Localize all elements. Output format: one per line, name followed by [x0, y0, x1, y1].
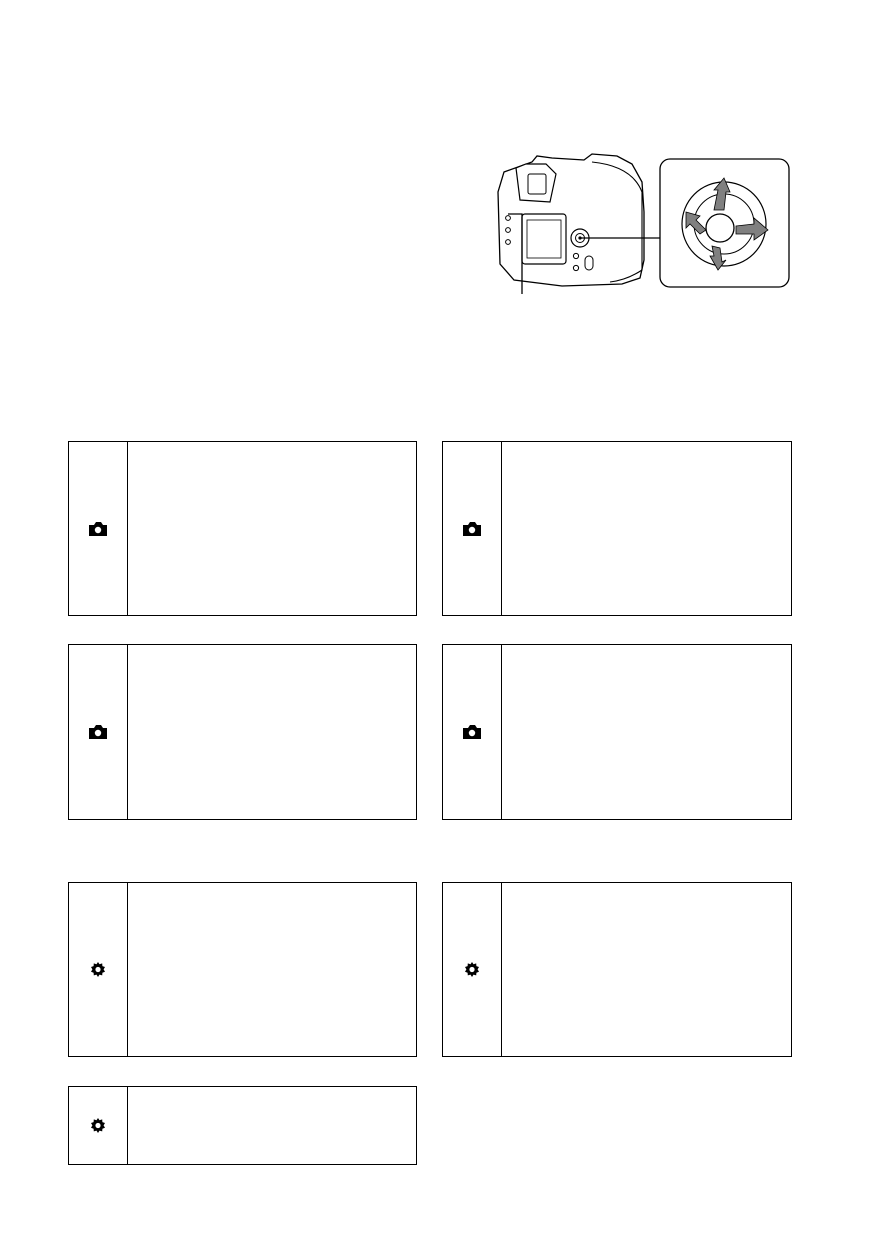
camera-icon	[87, 723, 109, 741]
gear-icon	[89, 1117, 107, 1135]
gear-icon	[89, 961, 107, 979]
camera-icon	[87, 520, 109, 538]
box-content	[128, 883, 416, 1056]
box-content	[128, 645, 416, 819]
recording-box-4	[442, 644, 792, 820]
box-content	[128, 1087, 416, 1164]
box-content	[128, 442, 416, 615]
setup-box-1	[68, 882, 417, 1057]
icon-cell	[69, 1087, 128, 1164]
camera-controller-figure	[492, 152, 798, 302]
icon-cell	[443, 645, 502, 819]
camera-rear-illustration	[492, 152, 798, 302]
setup-box-3	[68, 1086, 417, 1165]
camera-icon	[461, 723, 483, 741]
camera-icon	[461, 520, 483, 538]
gear-icon	[463, 961, 481, 979]
icon-cell	[69, 883, 128, 1056]
icon-cell	[443, 883, 502, 1056]
box-content	[502, 442, 791, 615]
recording-box-2	[442, 441, 792, 616]
icon-cell	[69, 645, 128, 819]
box-content	[502, 645, 791, 819]
icon-cell	[443, 442, 502, 615]
recording-box-3	[68, 644, 417, 820]
box-content	[502, 883, 791, 1056]
recording-box-1	[68, 441, 417, 616]
setup-box-2	[442, 882, 792, 1057]
icon-cell	[69, 442, 128, 615]
